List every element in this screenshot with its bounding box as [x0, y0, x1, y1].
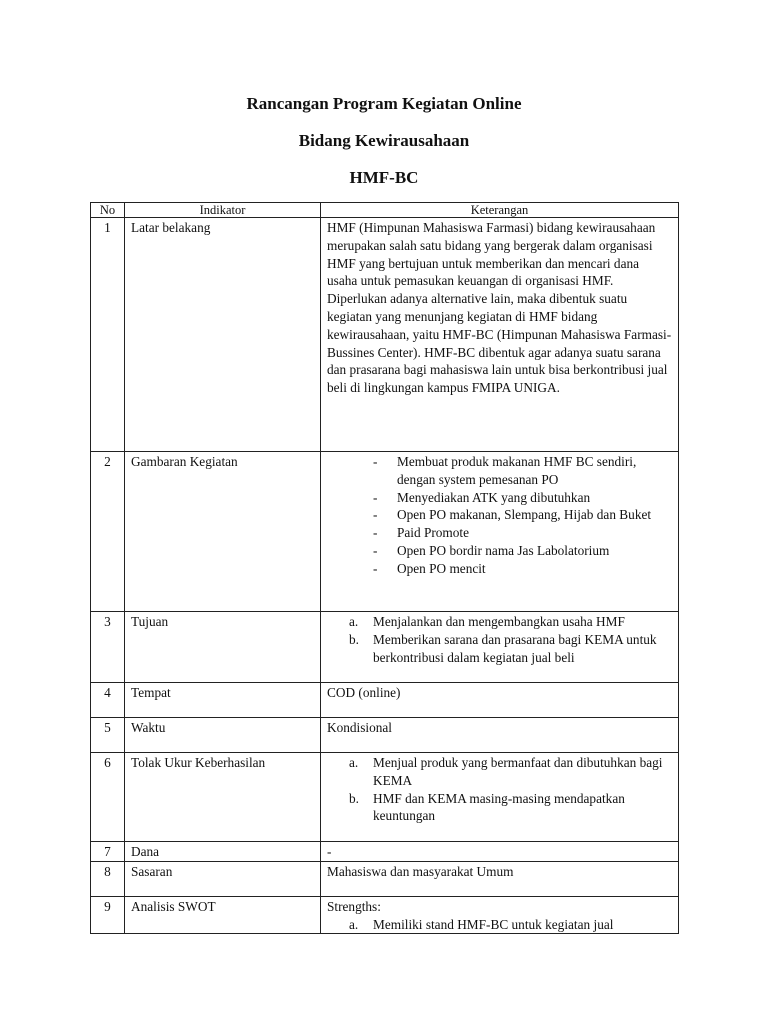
swot-heading: Strengths: [327, 898, 381, 914]
row-keterangan [321, 452, 679, 612]
list-marker: a. [349, 614, 359, 629]
row-number: 1 [91, 218, 125, 452]
table-row [91, 718, 679, 753]
row-indikator: Tujuan [125, 612, 321, 683]
row-text: HMF (Himpunan Mahasiswa Farmasi) bidang kewirausahaan merupakan salah satu bidang yang bergerak dalam organisasi HMF yang bertujuan untuk memberikan dan mencari dana usaha untuk pemasukan keuangan di organisasi HMF. Diperlukan adanya alternative lain, maka dibentuk suatu kegiatan yang menunjang kegiatan di HMF bidang kewirausahaan, yaitu HMF-BC (Himpunan Mahasiswa Farmasi-Bussines Center). HMF-BC dibentuk agar adanya suatu sarana dan prasarana bagi mahasiswa lain untuk bisa berkontribusi jual beli di lingkungan kampus FMIPA UNIGA. [327, 220, 672, 396]
table-row [91, 612, 679, 683]
row-keterangan [321, 896, 679, 934]
row-keterangan: Mahasiswa dan masyarakat Umum [321, 861, 679, 896]
list-item-text: Menjual produk yang bermanfaat dan dibutuhkan bagi KEMA [373, 755, 663, 788]
header-indikator: Indikator [125, 203, 321, 218]
row-number: 6 [91, 753, 125, 842]
success-criteria-list [327, 754, 672, 825]
list-item: - Open PO makanan, Slempang, Hijab dan Buket [373, 506, 672, 524]
row-keterangan: - [321, 842, 679, 862]
row-keterangan [321, 612, 679, 683]
row-number: 3 [91, 612, 125, 683]
activity-list [327, 453, 672, 578]
row-number: 7 [91, 842, 125, 862]
table-row [91, 683, 679, 718]
swot-list [327, 916, 672, 934]
list-marker: b. [349, 790, 359, 806]
list-item: - Open PO mencit [373, 560, 672, 578]
goal-list [327, 613, 672, 666]
row-indikator: Analisis SWOT [125, 896, 321, 934]
row-indikator: Sasaran [125, 861, 321, 896]
table-row [91, 753, 679, 842]
list-item: - Open PO bordir nama Jas Labolatorium [373, 542, 672, 560]
row-number: 4 [91, 683, 125, 718]
list-item [349, 916, 672, 934]
table-row [91, 861, 679, 896]
header-no: No [91, 203, 125, 218]
list-item [349, 790, 672, 826]
program-table [90, 202, 679, 934]
table-header-row [91, 203, 679, 218]
list-item-text: HMF dan KEMA masing-masing mendapatkan keuntungan [373, 790, 625, 824]
row-indikator: Tolak Ukur Keberhasilan [125, 753, 321, 842]
list-item [349, 754, 672, 790]
row-indikator: Tempat [125, 683, 321, 718]
table-row [91, 896, 679, 934]
table-row [91, 842, 679, 862]
document-org-name: HMF-BC [349, 168, 419, 187]
row-indikator: Dana [125, 842, 321, 862]
row-indikator: Waktu [125, 718, 321, 753]
header-keterangan: Keterangan [321, 203, 679, 218]
list-item: - Paid Promote [373, 524, 672, 542]
list-item-text: Memberikan sarana dan prasarana bagi KEMA untuk berkontribusi dalam kegiatan jual beli [373, 631, 657, 665]
list-marker: a. [349, 916, 359, 932]
row-number: 5 [91, 718, 125, 753]
row-number: 2 [91, 452, 125, 612]
list-item-text: Memiliki stand HMF-BC untuk kegiatan jual [373, 916, 614, 932]
list-marker: b. [349, 631, 359, 647]
table-row [91, 218, 679, 452]
row-keterangan: COD (online) [321, 683, 679, 718]
table-row [91, 452, 679, 612]
row-keterangan [321, 753, 679, 842]
list-item [349, 613, 672, 631]
list-item: - Membuat produk makanan HMF BC sendiri, dengan system pemesanan PO [373, 453, 672, 489]
row-number: 9 [91, 896, 125, 934]
document-title: Rancangan Program Kegiatan Online [246, 94, 522, 113]
row-keterangan [321, 218, 679, 452]
list-item: - Menyediakan ATK yang dibutuhkan [373, 489, 672, 507]
row-indikator: Latar belakang [125, 218, 321, 452]
document-subtitle: Bidang Kewirausahaan [298, 131, 470, 150]
row-keterangan: Kondisional [321, 718, 679, 753]
list-marker: a. [349, 755, 359, 770]
list-item-text: Menjalankan dan mengembangkan usaha HMF [373, 614, 625, 629]
row-number: 8 [91, 861, 125, 896]
row-indikator: Gambaran Kegiatan [125, 452, 321, 612]
list-item [349, 631, 672, 667]
